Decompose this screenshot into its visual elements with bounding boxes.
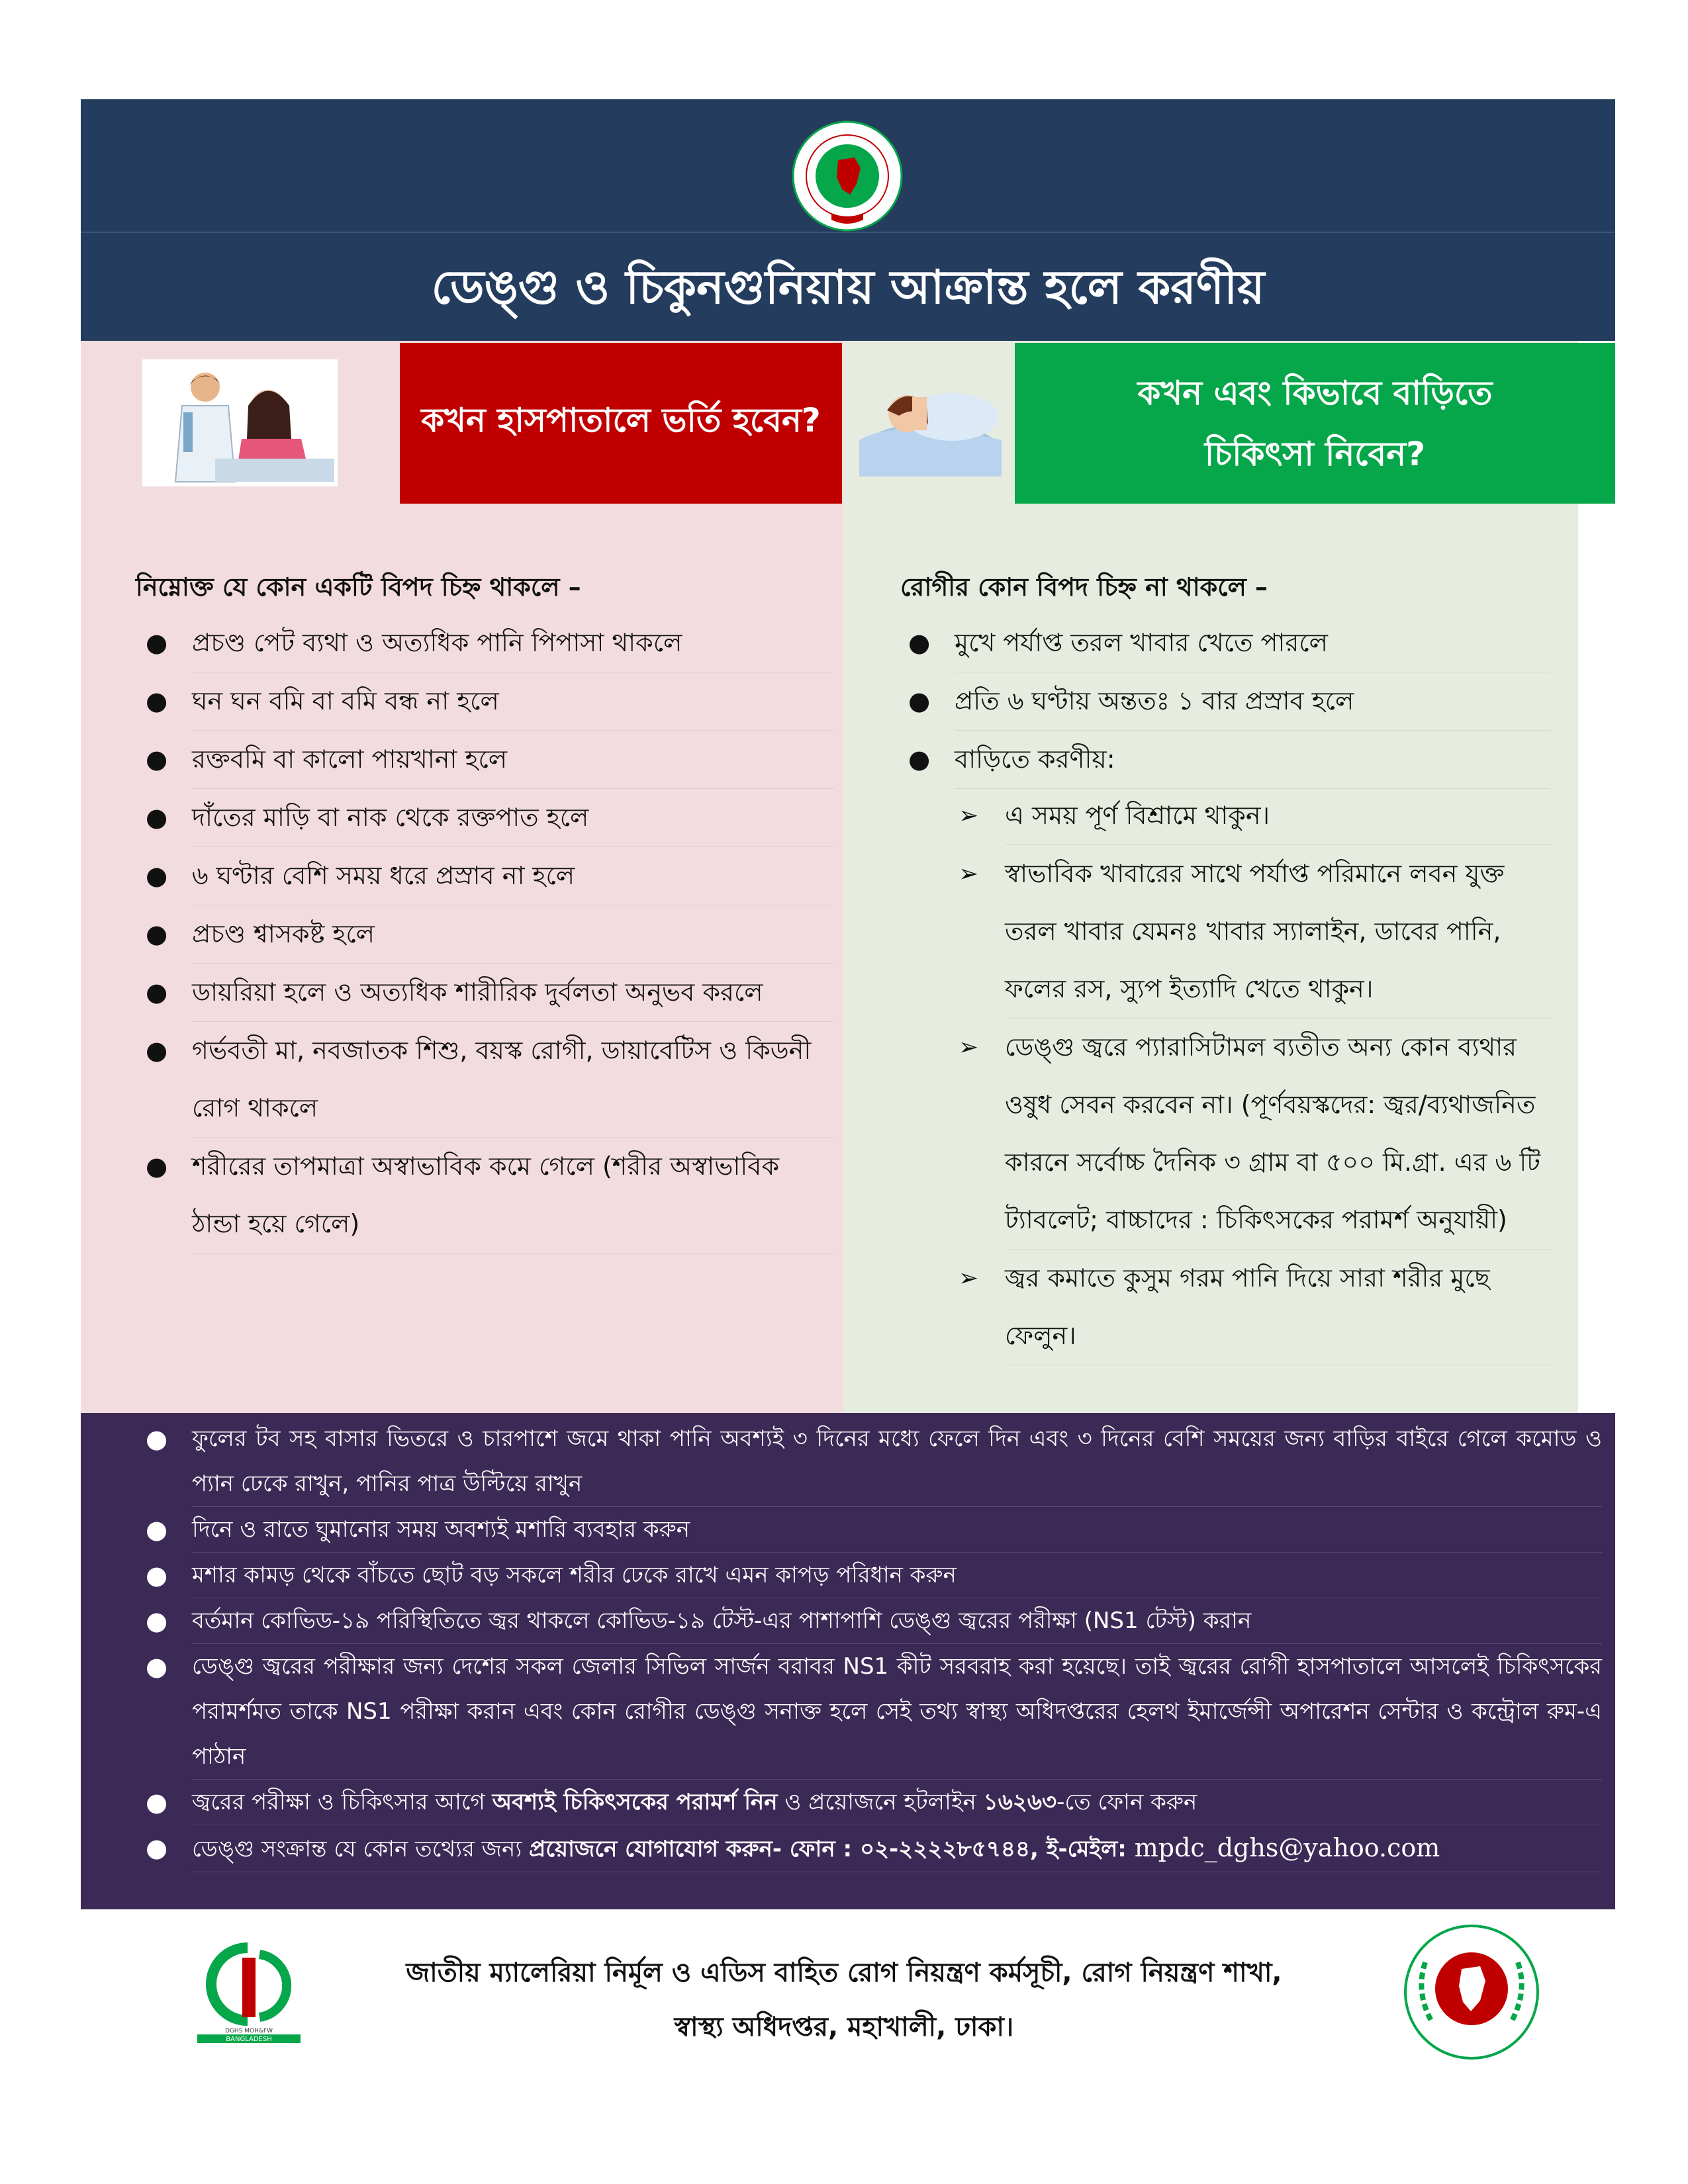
home-treatment-title-line2: চিকিৎসা নিবেন? [1204, 434, 1426, 473]
consult-emphasis: অবশ্যই চিকিৎসকের পরামর্শ নিন [492, 1789, 778, 1815]
cdc-logo [196, 1934, 302, 2044]
arrow-bullet-icon: ➢ [959, 802, 979, 829]
bullet-icon: ● [146, 1515, 168, 1544]
bullet-icon: ● [146, 919, 168, 948]
list-item: ● বাড়িতে করণীয়: [955, 731, 1550, 789]
list-item: ● প্রচণ্ড পেট ব্যথা ও অত্যধিক পানি পিপাসা থাকলে [192, 614, 834, 672]
arrow-bullet-icon: ➢ [959, 1265, 979, 1292]
home-treatment-list [908, 614, 1550, 789]
doctor-patient-illustration [142, 359, 338, 486]
page-title: ডেঙ্গু ও চিকুনগুনিয়ায় আক্রান্ত হলে করণীয় [431, 260, 1265, 314]
bullet-icon: ● [146, 1652, 168, 1681]
list-item: ● প্রতি ৬ ঘণ্টায় অন্ততঃ ১ বার প্রস্রাব হলে [955, 672, 1550, 731]
list-item: ● দিনে ও রাতে ঘুমানোর সময় অবশ্যই মশারি ব্যবহার করুন [192, 1507, 1602, 1553]
prevention-list [146, 1416, 1602, 1872]
consult-item: ● জ্বরের পরীক্ষা ও চিকিৎসার আগে অবশ্যই চিকিৎসকের পরামর্শ নিন ও প্রয়োজনে হটলাইন ১৬২৬৩-তে ফোন করুন [192, 1780, 1602, 1825]
list-item: ● ৬ ঘণ্টার বেশি সময় ধরে প্রস্রাব না হলে [192, 847, 834, 905]
svg-text:BANGLADESH: BANGLADESH [226, 2036, 272, 2043]
list-item: ➢ স্বাভাবিক খাবারের সাথে পর্যাপ্ত পরিমানে লবন যুক্ত তরল খাবার যেমনঃ খাবার স্যালাইন, ডাবের পানি, ফলের রস, স্যুপ ইত্যাদি খেতে থাকুন। [1005, 845, 1554, 1019]
contact-email-link[interactable]: mpdc_dghs@yahoo.com [1134, 1833, 1440, 1862]
bullet-icon: ● [146, 1606, 168, 1635]
list-item: ● শরীরের তাপমাত্রা অস্বাভাবিক কমে গেলে (শরীর অস্বাভাবিক ঠান্ডা হয়ে গেলে) [192, 1138, 834, 1253]
list-item: ● ডায়রিয়া হলে ও অত্যধিক শারীরিক দুর্বলতা অনুভব করলে [192, 964, 834, 1022]
bullet-icon: ● [146, 628, 168, 657]
bullet-icon: ● [146, 1152, 168, 1181]
dghs-emblem-logo [1402, 1923, 1541, 2062]
footer-line-2: স্বাস্থ্য অধিদপ্তর, মহাখালী, ঢাকা। [674, 2012, 1014, 2042]
list-item: ● ঘন ঘন বমি বা বমি বন্ধ না হলে [192, 672, 834, 731]
list-item: ● গর্ভবতী মা, নবজাতক শিশু, বয়স্ক রোগী, ডায়াবেটিস ও কিডনী রোগ থাকলে [192, 1022, 834, 1138]
list-item: ● দাঁতের মাড়ি বা নাক থেকে রক্তপাত হলে [192, 789, 834, 847]
list-item: ➢ ডেঙ্গু জ্বরে প্যারাসিটামল ব্যতীত অন্য কোন ব্যথার ওষুধ সেবন করবেন না। (পূর্ণবয়স্কদের: জ্বর/ব্যথাজনিত কারনে সর্বোচ্চ দৈনিক ৩ গ্রাম বা ৫০০ মি.গ্রা. এর ৬ টি ট্যাবলেট; বাচ্চাদের : চিকিৎসকের পরামর্শ অনুযায়ী) [1005, 1019, 1554, 1250]
bullet-icon: ● [908, 628, 931, 657]
list-item: ● বর্তমান কোভিড-১৯ পরিস্থিতিতে জ্বর থাকলে কোভিড-১৯ টেস্ট-এর পাশাপাশি ডেঙ্গু জ্বরের পরীক্ষা (NS1 টেস্ট) করান [192, 1598, 1602, 1644]
no-danger-signs-heading: রোগীর কোন বিপদ চিহ্ন না থাকলে – [900, 572, 1268, 602]
government-emblem-logo [792, 120, 903, 232]
contact-phone: প্রয়োজনে যোগাযোগ করুন- ফোন : ০২-২২২২৮৫৭৪৪, ই-মেইল: [529, 1836, 1135, 1862]
footer-organization [371, 1946, 1317, 2054]
bullet-icon: ● [908, 745, 931, 774]
bullet-icon: ● [146, 745, 168, 774]
list-item: ➢ এ সময় পূর্ণ বিশ্রামে থাকুন। [1005, 787, 1554, 845]
list-item: ● প্রচণ্ড শ্বাসকষ্ট হলে [192, 905, 834, 964]
sick-patient-illustration [859, 377, 1002, 477]
hotline-number: ১৬২৬৩ [983, 1789, 1057, 1815]
list-item: ● ডেঙ্গু জ্বরের পরীক্ষার জন্য দেশের সকল জেলার সিভিল সার্জন বরাবর NS1 কীট সরবরাহ করা হয়েছে। তাই জ্বরের রোগী হাসপাতালে আসলেই চিকিৎসকের পরামর্শমত তাকে NS1 পরীক্ষা করান এবং কোন রোগীর ডেঙ্গু সনাক্ত হলে সেই তথ্য স্বাস্থ্য অধিদপ্তরের হেলথ ইমার্জেন্সী অপারেশন সেন্টার ও কন্ট্রোল রুম-এ পাঠান [192, 1644, 1602, 1780]
bullet-icon: ● [908, 686, 931, 715]
list-item: ● ফুলের টব সহ বাসার ভিতরে ও চারপাশে জমে থাকা পানি অবশ্যই ৩ দিনের মধ্যে ফেলে দিন এবং ৩ দিনের বেশি সময়ের জন্য বাড়ির বাইরে গেলে কমোড ও প্যান ঢেকে রাখুন, পানির পাত্র উল্টিয়ে রাখুন [192, 1416, 1602, 1507]
bullet-icon: ● [146, 803, 168, 832]
list-item: ● মুখে পর্যাপ্ত তরল খাবার খেতে পারলে [955, 614, 1550, 672]
arrow-bullet-icon: ➢ [959, 1034, 979, 1061]
contact-item: ● ডেঙ্গু সংক্রান্ত যে কোন তথ্যের জন্য প্রয়োজনে যোগাযোগ করুন- ফোন : ০২-২২২২৮৫৭৪৪, ই-মেইল: mpdc_dghs@yahoo.com [192, 1825, 1602, 1872]
danger-signs-heading: নিম্নোক্ত যে কোন একটি বিপদ চিহ্ন থাকলে – [136, 572, 581, 602]
list-item: ➢ জ্বর কমাতে কুসুম গরম পানি দিয়ে সারা শরীর মুছে ফেলুন। [1005, 1250, 1554, 1365]
home-care-sublist [959, 787, 1554, 1365]
footer-line-1: জাতীয় ম্যালেরিয়া নির্মূল ও এডিস বাহিত রোগ নিয়ন্ত্রণ কর্মসূচী, রোগ নিয়ন্ত্রণ শাখা, [406, 1958, 1282, 1988]
home-treatment-title-line1: কখন এবং কিভাবে বাড়িতে [1137, 373, 1493, 412]
arrow-bullet-icon: ➢ [959, 860, 979, 887]
bullet-icon: ● [146, 1036, 168, 1065]
danger-signs-list [146, 614, 834, 1253]
bullet-icon: ● [146, 1561, 168, 1590]
list-item: ● মশার কামড় থেকে বাঁচতে ছোট বড় সকলে শরীর ঢেকে রাখে এমন কাপড় পরিধান করুন [192, 1553, 1602, 1598]
bullet-icon: ● [146, 978, 168, 1007]
bullet-icon: ● [146, 1424, 168, 1453]
bullet-icon: ● [146, 686, 168, 715]
bullet-icon: ● [146, 1833, 168, 1862]
bullet-icon: ● [146, 1788, 168, 1817]
hospital-admission-title: কখন হাসপাতালে ভর্তি হবেন? [421, 401, 821, 439]
bullet-icon: ● [146, 861, 168, 890]
home-treatment-banner [1015, 343, 1615, 504]
hospital-admission-banner [400, 343, 842, 504]
list-item: ● রক্তবমি বা কালো পায়খানা হলে [192, 731, 834, 789]
svg-text:DGHS MOH&FW: DGHS MOH&FW [225, 2028, 273, 2034]
